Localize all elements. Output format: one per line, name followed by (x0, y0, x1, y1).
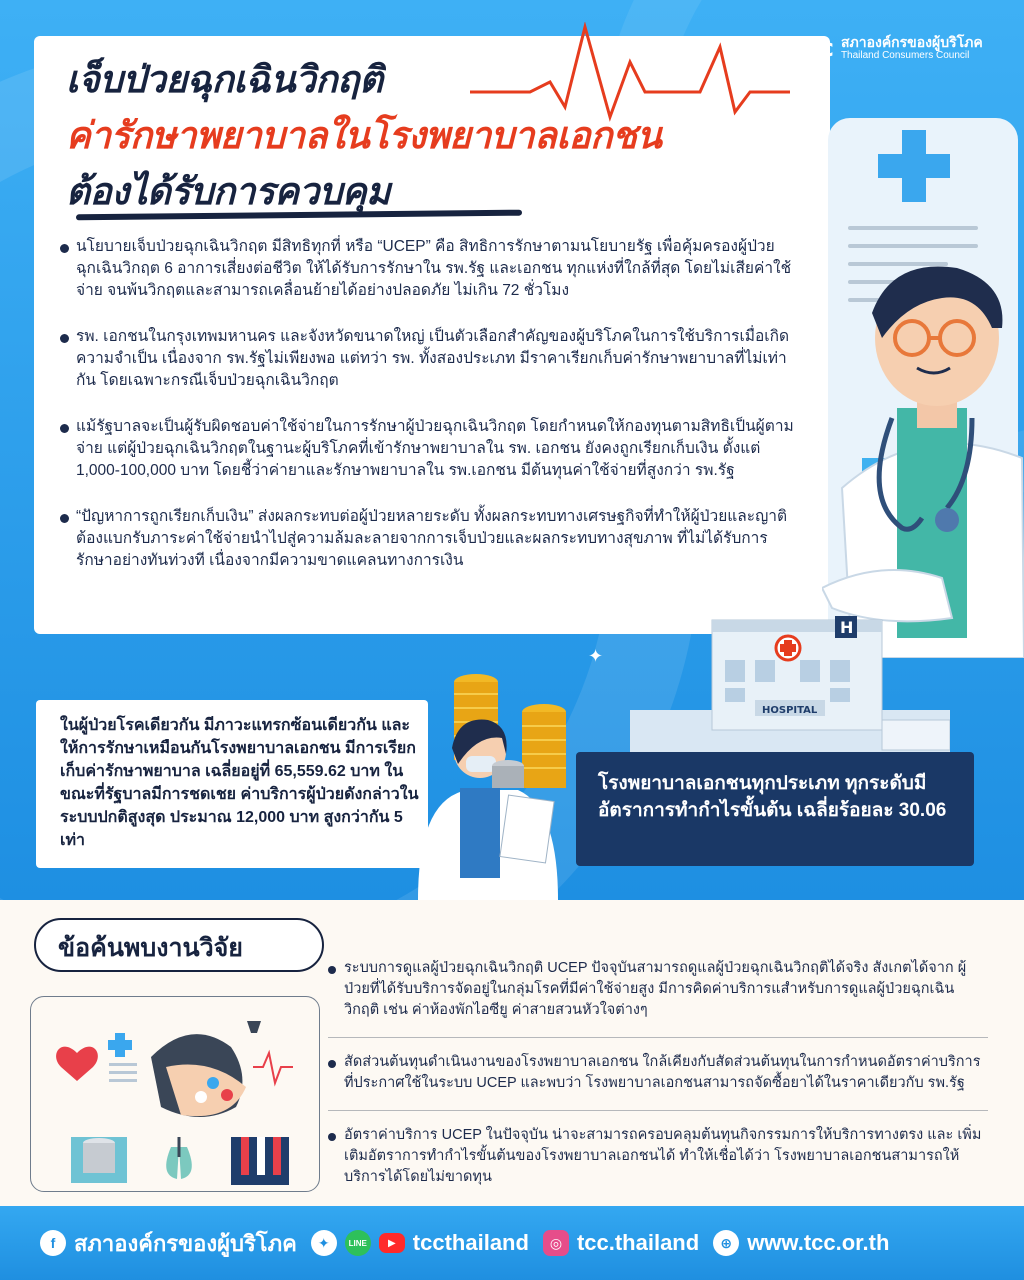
logo-name-english: Thailand Consumers Council (840, 50, 970, 61)
research-title: ข้อค้นพบงานวิจัย (58, 934, 243, 962)
doctor-illustration (822, 258, 1024, 658)
title-line-1: เจ็บป่วยฉุกเฉินวิกฤติ (66, 59, 383, 100)
nurse-with-coins-illustration (408, 668, 588, 900)
hospital-h-sign: H (840, 618, 854, 637)
info-left-text: ในผู้ป่วยโรคเดียวกัน มีภาวะแทรกซ้อนเดียวกัน และให้การรักษาเหมือนกันโรงพยาบาลเอกชน มีการเรียกเก็บค่ารักษาพยาบาล เฉลี่ยอยู่ที่ 65,559.62 บาท ในขณะที่รัฐบาลมีการชดเชย ค่าบริการผู้ป่วยดังกล่าวในระบบปกติสูงสุด ประมาณ 12,000 บาท สูงกว่ากัน 5 เท่า (60, 717, 419, 849)
logo-name-thai: สภาองค์กรของผู้บริโภค (840, 34, 983, 50)
findings-list (328, 958, 988, 1218)
research-illustration-box (30, 996, 320, 1192)
hospital-sign: HOSPITAL (762, 705, 818, 716)
finding-item: ระบบการดูแลผู้ป่วยฉุกเฉินวิกฤติ UCEP ปัจจุบันสามารถดูแลผู้ป่วยฉุกเฉินวิกฤติได้จริง สังเกตได้จาก ผู้ป่วยที่ได้รับบริการจัดอยู่ในกลุ่มโรคที่มีค่าใช้จ่ายสูง มีการคิดค่าบริการแสำหรับการดูแลผู้ป่วยฉุกเฉินวิกฤติ เช่น ค่าห้องพักไอซียู ค่าสายสวนหัวใจต่างๆ (328, 958, 988, 1038)
footer-social-link[interactable] (311, 1230, 529, 1256)
footer-instagram-link[interactable] (543, 1230, 699, 1256)
website-url: www.tcc.or.th (747, 1230, 890, 1255)
finding-item: อัตราค่าบริการ UCEP ในปัจจุบัน น่าจะสามารถครอบคลุมต้นทุนกิจกรรมการให้บริการทางตรง และ เพิ่มเติมอัตราการทำกำไรขั้นต้นของโรงพยาบาลเอกชนได้ ทำให้เชื่อได้ว่า โรงพยาบาลเอกชนสามารถให้บริการได้โดยไม่ขาดทุน (328, 1125, 988, 1204)
facebook-label: สภาองค์กรของผู้บริโภค (74, 1230, 297, 1256)
finding-item: สัดส่วนต้นทุนดำเนินงานของโรงพยาบาลเอกชน ใกล้เคียงกับสัดส่วนต้นทุนในการกำหนดอัตราค่าบริการที่ประกาศใช้ในระบบ UCEP และพบว่า โรงพยาบาลเอกชนสามารถจัดซื้อยาได้ในราคาเดียวกับ รพ.รัฐ (328, 1052, 988, 1111)
title-line-2: ค่ารักษาพยาบาลในโรงพยาบาลเอกชน (66, 115, 662, 156)
bullet-item: แม้รัฐบาลจะเป็นผู้รับผิดชอบค่าใช้จ่ายในการรักษาผู้ป่วยฉุกเฉินวิกฤต โดยกำหนดให้กองทุนตามสิทธิเป็นผู้ตามจ่าย แต่ผู้ป่วยฉุกเฉินวิกฤตในฐานะผู้บริโภคที่เข้ารักษาพยาบาลใน รพ. เอกชน ยังคงถูกเรียกเก็บเงิน ตั้งแต่ 1,000-100,000 บาท โดยชี้ว่าค่ายาและรักษาพยาบาลใน รพ.เอกชน มีต้นทุนค่าใช้จ่ายที่สูงกว่า รพ.รัฐ (60, 416, 800, 482)
medical-icons-illustration (31, 997, 319, 1191)
bullet-list (60, 236, 800, 596)
tcc-logo-mark: tcc (796, 34, 833, 62)
bullet-item: “ปัญหาการถูกเรียกเก็บเงิน” ส่งผลกระทบต่อผู้ป่วยหลายระดับ ทั้งผลกระทบทางเศรษฐกิจที่ทำให้ผู้ป่วยและญาติต้องแบกรับภาระค่าใช้จ่ายนำไปสู่ความล้มละลายจากการเจ็บป่วยและผลกระทบทางสุขภาพ ที่ไม่ได้รับการรักษาอย่างทันท่วงที เนื่องจากมีความขาดแคลนทางการเงิน (60, 506, 800, 572)
tcc-logo[interactable] (796, 34, 983, 62)
youtube-icon: ▶ (379, 1233, 405, 1253)
info-right-text: โรงพยาบาลเอกชนทุกประเภท ทุกระดับมีอัตราการทำกำไรขั้นต้น เฉลี่ยร้อยละ 30.06 (598, 773, 947, 821)
board-line (848, 226, 978, 230)
instagram-handle: tcc.thailand (576, 1230, 700, 1255)
line-icon: LINE (345, 1230, 371, 1256)
title-line-3: ต้องได้รับการควบคุม (66, 171, 391, 212)
sparkle-icon: ✦ (588, 646, 604, 666)
board-line (848, 244, 978, 248)
footer-facebook-link[interactable] (40, 1226, 297, 1261)
bullet-item: นโยบายเจ็บป่วยฉุกเฉินวิกฤต มีสิทธิทุกที่ หรือ “UCEP” คือ สิทธิการรักษาตามนโยบายรัฐ เพื่อคุ้มครองผู้ป่วยฉุกเฉินวิกฤต 6 อาการเสี่ยงต่อชีวิต ให้ได้รับการรักษาใน รพ.รัฐ และเอกชน ทุกแห่งที่ใกล้ที่สุด โดยไม่เสียค่าใช้จ่าย จนพ้นวิกฤตและสามารถเคลื่อนย้ายได้อย่างปลอดภัย ไม่เกิน 72 ชั่วโมง (60, 236, 800, 302)
instagram-icon: ◎ (543, 1230, 569, 1256)
bullet-item: รพ. เอกชนในกรุงเทพมหานคร และจังหวัดขนาดใหญ่ เป็นตัวเลือกสำคัญของผู้บริโภคในการใช้บริการเมื่อเกิดความจำเป็น เนื่องจาก รพ.รัฐไม่เพียงพอ แต่ทว่า รพ. ทั้งสองประเภท มีราคาเรียกเก็บค่ารักษาพยาบาลที่ไม่เท่ากัน โดยเฉพาะกรณีเจ็บป่วยฉุกเฉินวิกฤต (60, 326, 800, 392)
footer-website-link[interactable] (713, 1230, 889, 1256)
hospital-illustration (630, 600, 950, 760)
footer (0, 1206, 1024, 1280)
twitter-icon: ✦ (311, 1230, 337, 1256)
social-handle: tccthailand (412, 1230, 529, 1255)
medical-cross-icon-bar (878, 154, 950, 178)
facebook-icon: f (40, 1230, 66, 1256)
globe-icon: ⊕ (713, 1230, 739, 1256)
